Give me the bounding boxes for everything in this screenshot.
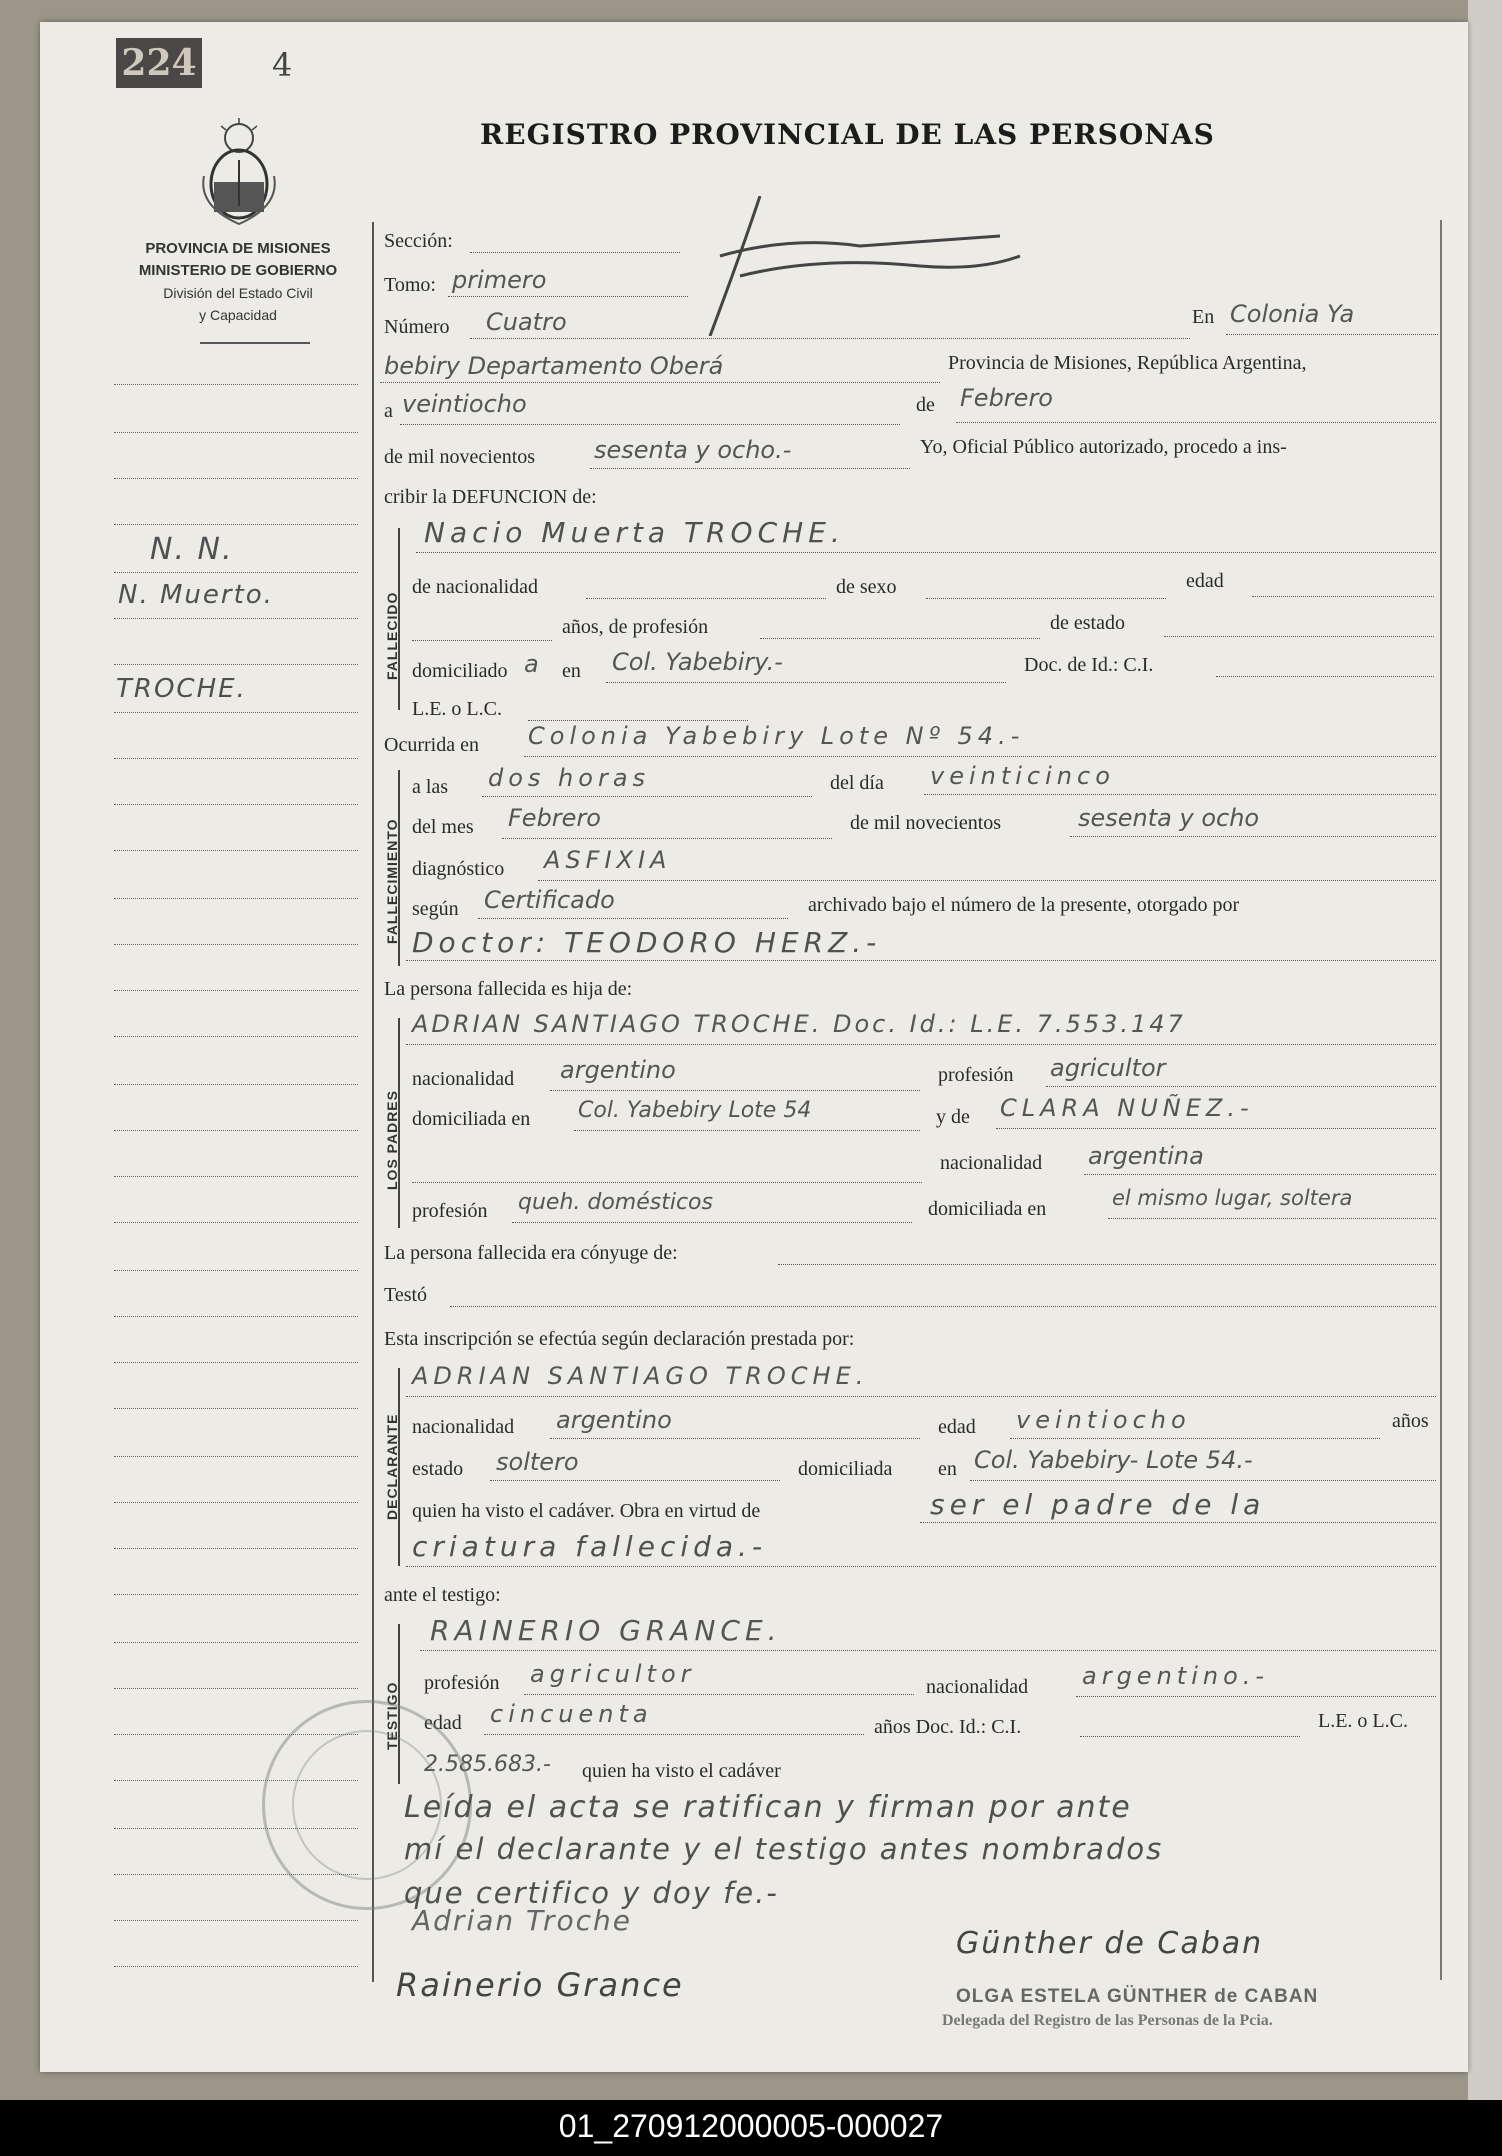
closing-line-3: que certifico y doy fe.- <box>404 1876 779 1910</box>
division-name: División del Estado Civil <box>163 285 313 301</box>
officer-name: OLGA ESTELA GÜNTHER de CABAN <box>956 1986 1319 2007</box>
a-las-label: a las <box>412 776 449 798</box>
anos-profesion-label: años, de profesión <box>562 616 709 638</box>
padre-nacionalidad-label: nacionalidad <box>412 1068 515 1090</box>
mes-value: Febrero <box>508 804 601 832</box>
declarante-en-label: en <box>938 1458 957 1480</box>
testigo-nacionalidad: argentino.- <box>1082 1662 1270 1690</box>
padre-nacionalidad: argentino <box>560 1056 676 1084</box>
declarante-domicilio: Col. Yabebiry- Lote 54.- <box>974 1446 1253 1474</box>
padre-profesion: agricultor <box>1050 1054 1166 1082</box>
domiciliado-label: domiciliado <box>412 660 508 682</box>
sexo-label: de sexo <box>836 576 897 598</box>
madre-profesion-label: profesión <box>412 1200 488 1222</box>
en-label: En <box>1192 306 1215 328</box>
conyuge-label: La persona fallecida era cónyuge de: <box>384 1242 678 1264</box>
next-page-edge <box>1468 0 1502 2100</box>
hora-value: dos horas <box>488 764 651 792</box>
margin-note-3: TROCHE. <box>116 674 247 704</box>
header-underline <box>200 342 310 344</box>
testigo-edad: cincuenta <box>490 1700 653 1728</box>
fallecimiento-anio-value: sesenta y ocho <box>1078 804 1260 832</box>
page-number-stamp: 224 <box>116 38 202 88</box>
testigo-profesion-label: profesión <box>424 1672 500 1694</box>
tomo-label: Tomo: <box>384 274 436 296</box>
declarante-name: ADRIAN SANTIAGO TROCHE. <box>412 1362 869 1390</box>
le-lc-label: L.E. o L.C. <box>412 698 502 720</box>
closing-line-2: mí el declarante y el testigo antes nombrados <box>404 1832 1164 1866</box>
estado-label: de estado <box>1050 612 1125 634</box>
place-part2: bebiry Departamento Oberá <box>384 352 724 380</box>
fallecido-domicilio: Col. Yabebiry.- <box>612 648 783 676</box>
padre-domiciliada-label: domiciliada en <box>412 1108 531 1130</box>
dia-value: veinticinco <box>930 762 1115 790</box>
seccion-label: Sección: <box>384 230 453 252</box>
declarante-estado-label: estado <box>412 1458 464 1480</box>
testigo-le-lc-label: L.E. o L.C. <box>1318 1710 1408 1732</box>
testo-label: Testó <box>384 1284 428 1306</box>
argentine-coat-of-arms-icon <box>196 116 282 228</box>
padre-domicilio: Col. Yabebiry Lote 54 <box>578 1098 812 1123</box>
margin-note-1: N. N. <box>150 532 234 567</box>
officer-text-2: cribir la DEFUNCION de: <box>384 486 597 508</box>
day-value: veintiocho <box>402 390 527 418</box>
de-label: de <box>916 394 935 416</box>
padre-profesion-label: profesión <box>938 1064 1014 1086</box>
doctor-value: Doctor: TEODORO HERZ.- <box>412 926 882 959</box>
declarante-nacionalidad-label: nacionalidad <box>412 1416 515 1438</box>
year-prefix: de mil novecientos <box>384 446 536 468</box>
section-label-padres: LOS PADRES <box>384 1090 400 1190</box>
issuer-block <box>108 238 368 326</box>
section-label-testigo: TESTIGO <box>384 1681 400 1750</box>
testigo-edad-label: edad <box>424 1712 462 1734</box>
province-name: PROVINCIA DE MISIONES <box>145 240 331 257</box>
section-label-fallecido: FALLECIDO <box>384 591 400 680</box>
fallecimiento-anio-label: de mil novecientos <box>850 812 1002 834</box>
declarante-edad: veintiocho <box>1016 1406 1191 1434</box>
testigo-name: RAINERIO GRANCE. <box>430 1614 782 1647</box>
officer-title: Delegada del Registro de las Personas de la Pcia. <box>942 2012 1273 2029</box>
declarante-intro: Esta inscripción se efectúa según declaración prestada por: <box>384 1328 855 1350</box>
year-value: sesenta y ocho.- <box>594 436 792 464</box>
official-flourish-signature <box>700 196 1030 336</box>
diagnostico-value: ASFIXIA <box>544 846 672 874</box>
edad-label: edad <box>1186 570 1224 592</box>
tomo-value: primero <box>452 266 547 294</box>
margin-note-2: N. Muerto. <box>118 580 274 610</box>
numero-label: Número <box>384 316 450 338</box>
archivado-text: archivado bajo el número de la presente, otorgado por <box>808 894 1240 916</box>
diagnostico-label: diagnóstico <box>412 858 505 880</box>
testigo-visto-label: quien ha visto el cadáver <box>582 1760 781 1782</box>
madre-domiciliada-label: domiciliada en <box>928 1198 1047 1220</box>
del-mes-label: del mes <box>412 816 474 838</box>
madre-profesion: queh. domésticos <box>518 1190 713 1215</box>
padres-intro: La persona fallecida es hija de: <box>384 978 633 1000</box>
fallecido-name: Nacio Muerta TROCHE. <box>424 516 845 549</box>
place-part1: Colonia Ya <box>1230 300 1355 328</box>
padre-name: ADRIAN SANTIAGO TROCHE. Doc. Id.: L.E. 7.553.147 <box>412 1010 1186 1038</box>
madre-domicilio: el mismo lugar, soltera <box>1112 1186 1353 1210</box>
numero-value: Cuatro <box>486 308 567 336</box>
domiciliado-suffix: a <box>524 650 539 678</box>
ocurrida-label: Ocurrida en <box>384 734 479 756</box>
madre-nacionalidad-label: nacionalidad <box>940 1152 1043 1174</box>
declarante-estado: soltero <box>496 1448 579 1476</box>
segun-value: Certificado <box>484 886 615 914</box>
officer-text-1: Yo, Oficial Público autorizado, procedo a ins- <box>920 436 1287 458</box>
madre-nacionalidad: argentina <box>1088 1142 1204 1170</box>
closing-line-1: Leída el acta se ratifican y firman por ante <box>404 1790 1132 1825</box>
division-name-2: y Capacidad <box>199 307 277 323</box>
image-id-caption: 01_270912000005-000027 <box>558 2108 944 2144</box>
section-label-declarante: DECLARANTE <box>384 1413 400 1520</box>
declarante-signature: Adrian Troche <box>412 1904 632 1937</box>
y-de-label: y de <box>936 1106 970 1128</box>
declarante-visto-label: quien ha visto el cadáver. Obra en virtud de <box>412 1500 761 1522</box>
testigo-doc-value: 2.585.683.- <box>424 1752 551 1777</box>
testigo-nacionalidad-label: nacionalidad <box>926 1676 1029 1698</box>
declarante-anos-label: años <box>1392 1410 1429 1432</box>
section-label-fallecimiento: FALLECIMIENTO <box>384 818 400 944</box>
ocurrida-value: Colonia Yabebiry Lote Nº 54.- <box>528 722 1025 750</box>
officer-signature: Günther de Caban <box>956 1926 1264 1961</box>
nacionalidad-label: de nacionalidad <box>412 576 539 598</box>
declarante-virtud-1: ser el padre de la <box>930 1488 1266 1521</box>
testigo-signature: Rainerio Grance <box>396 1966 684 2004</box>
declarante-nacionalidad: argentino <box>556 1406 672 1434</box>
fallecido-en-label: en <box>562 660 581 682</box>
doc-label: Doc. de Id.: C.I. <box>1024 654 1154 676</box>
ministry-name: MINISTERIO DE GOBIERNO <box>138 262 338 279</box>
folio-number: 4 <box>272 46 293 84</box>
testigo-anos-doc-label: años Doc. Id.: C.I. <box>874 1716 1022 1738</box>
testigo-profesion: agricultor <box>530 1660 696 1688</box>
declarante-edad-label: edad <box>938 1416 976 1438</box>
segun-label: según <box>412 898 459 920</box>
page-title: REGISTRO PROVINCIAL DE LAS PERSONAS <box>480 118 1215 151</box>
declarante-domiciliada-label: domiciliada <box>798 1458 893 1480</box>
form-right-border <box>1440 220 1442 1980</box>
declarante-virtud-2: criatura fallecida.- <box>412 1530 768 1563</box>
a-label: a <box>384 400 393 422</box>
del-dia-label: del día <box>830 772 884 794</box>
testigo-intro: ante el testigo: <box>384 1584 501 1606</box>
month-value: Febrero <box>960 384 1053 412</box>
madre-name: CLARA NUÑEZ.- <box>1000 1094 1254 1122</box>
province-country: Provincia de Misiones, República Argentina, <box>948 352 1307 374</box>
